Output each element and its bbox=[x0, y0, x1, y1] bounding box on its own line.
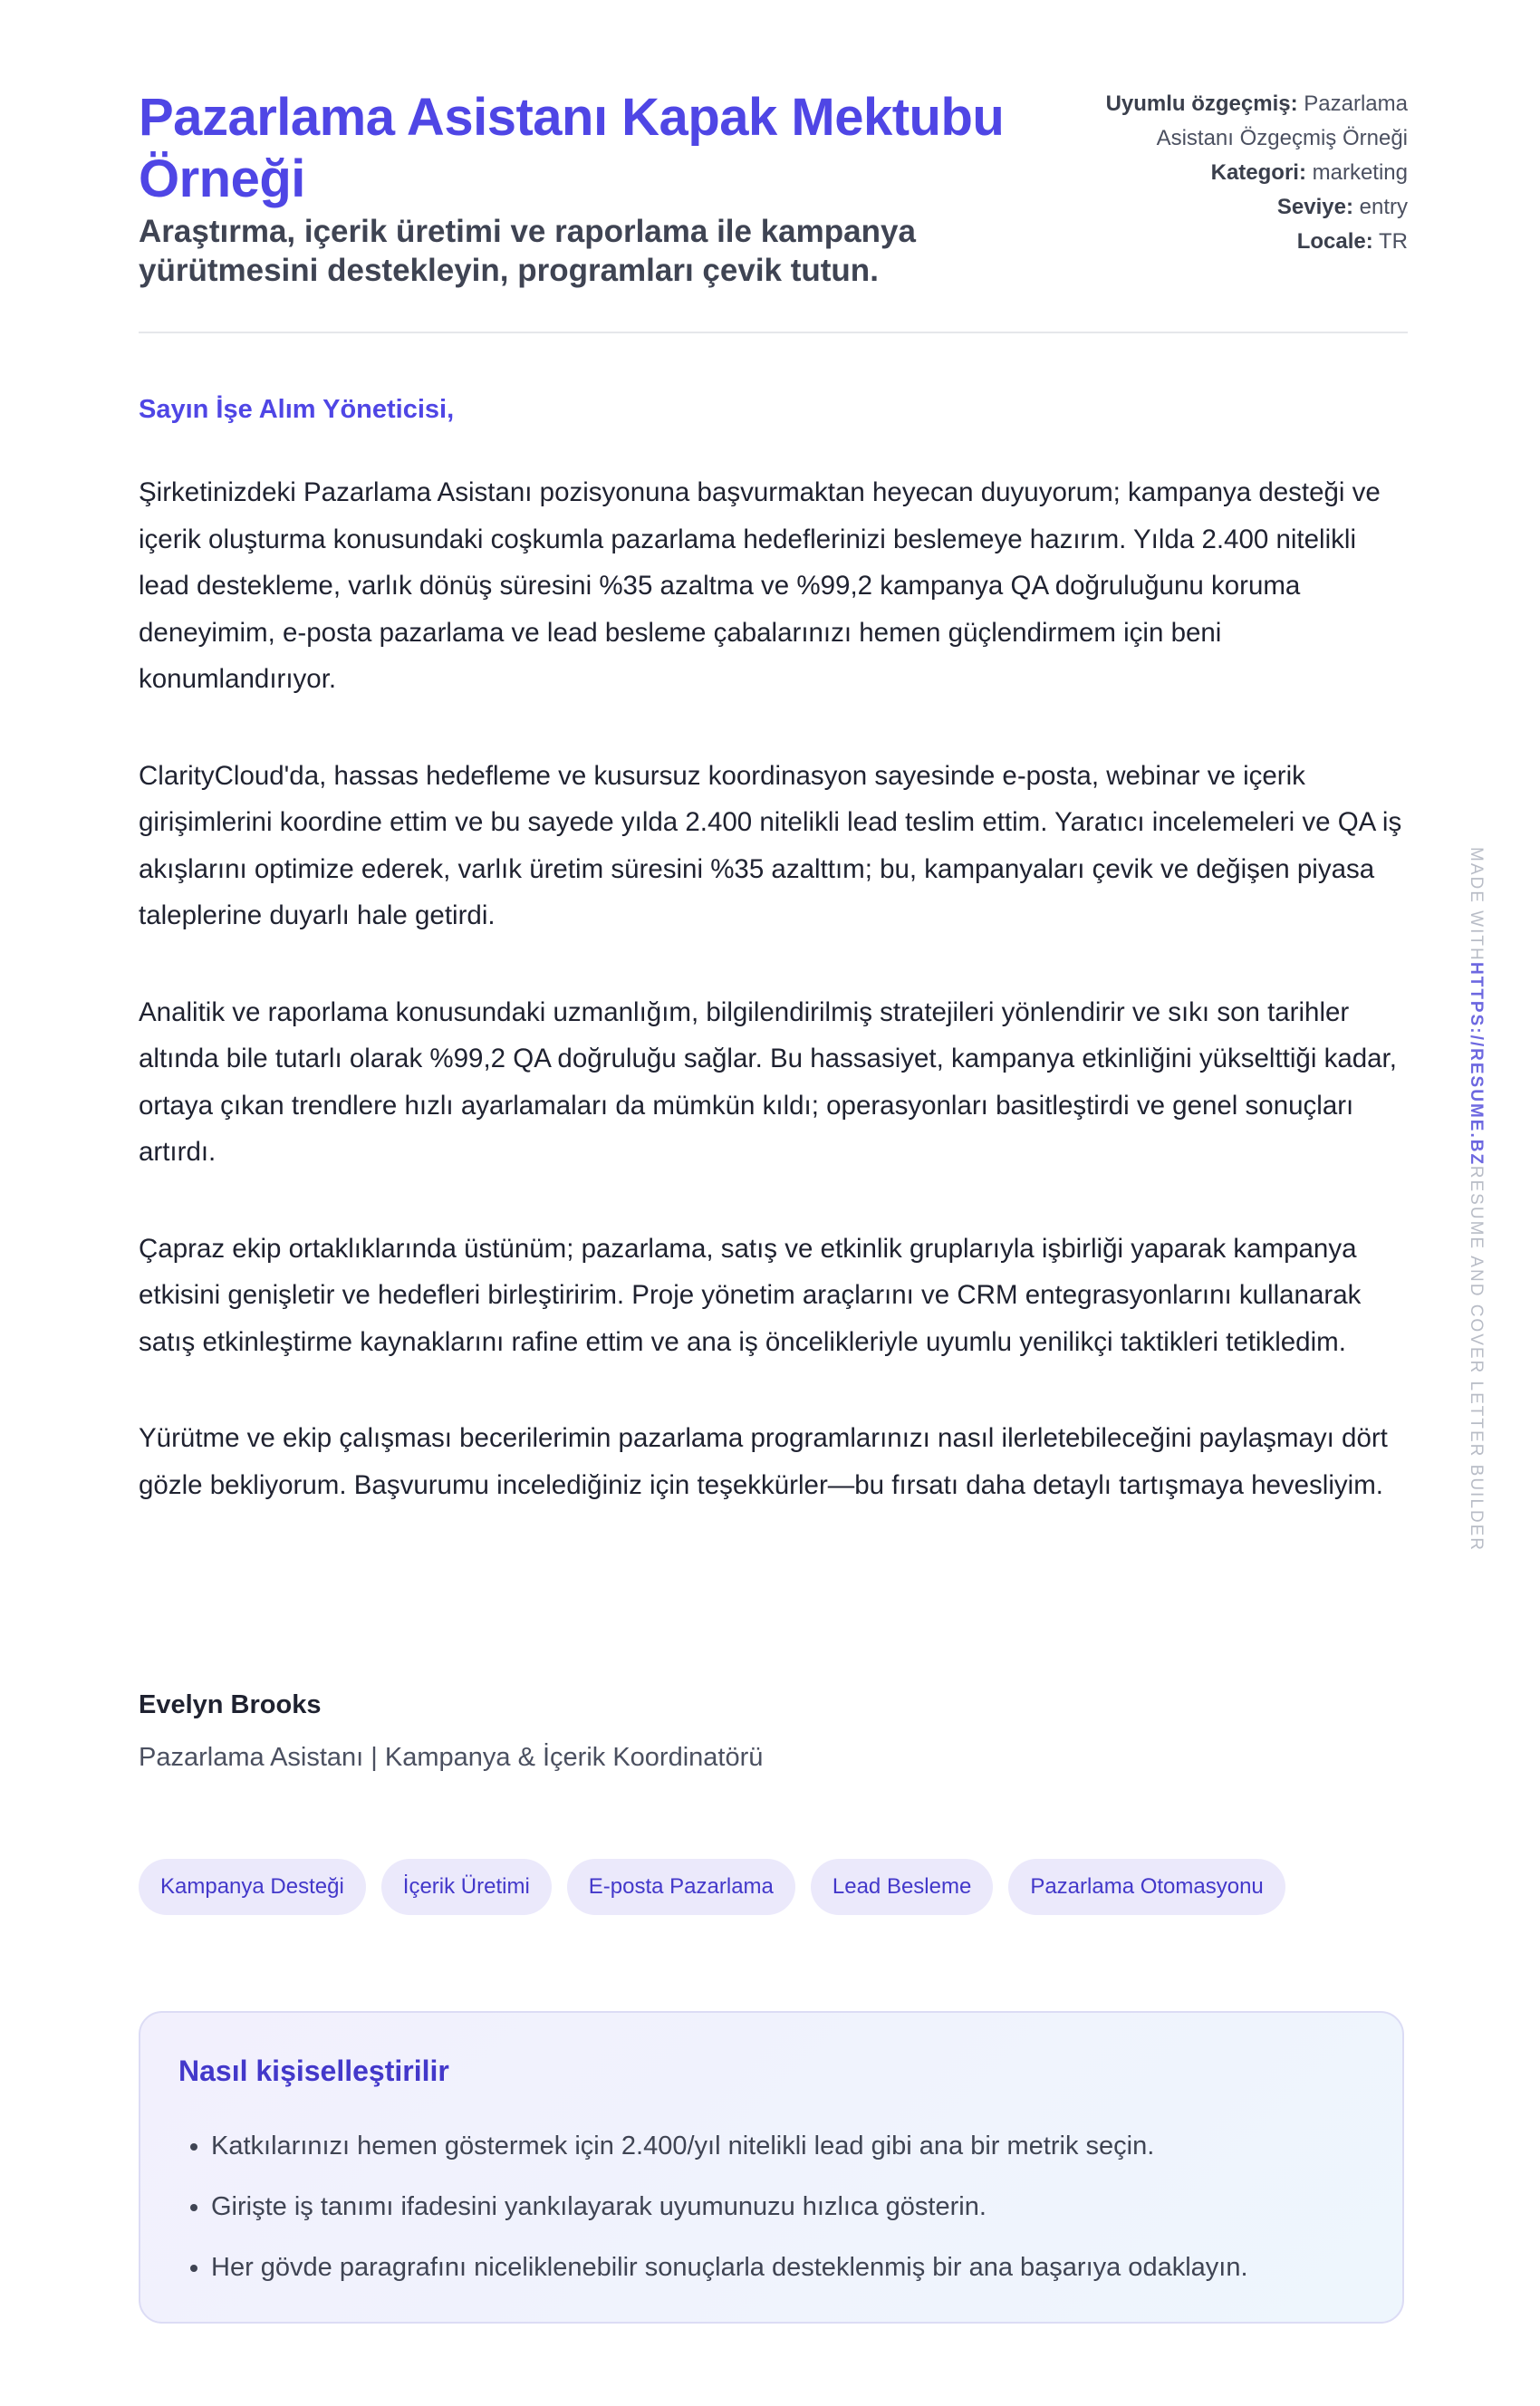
meta-label: Uyumlu özgeçmiş: bbox=[1105, 91, 1298, 116]
letter-paragraph: ClarityCloud'da, hassas hedefleme ve kusursuz koordinasyon sayesinde e-posta, webinar ve içerik girişimlerini koordine ettim ve bu sayede yılda 2.400 nitelikli lead teslim ettim. Yaratıcı incelemeleri ve QA iş akışlarını optimize ederek, varlık üretim süresini %35 azalttım; bu, kampanyaları çevik ve değişen piyasa taleplerine duyarlı hale getirdi. bbox=[139, 760, 1402, 930]
page-subtitle: Araştırma, içerik üretimi ve raporlama ile kampanya yürütmesini destekleyin, programları çevik tutun. bbox=[139, 214, 916, 288]
letter-paragraph: Çapraz ekip ortaklıklarında üstünüm; pazarlama, satış ve etkinlik gruplarıyla işbirliği yaparak kampanya etkisini genişletir ve hedefleri birleştiririm. Proje yönetim araçlarını ve CRM entegrasyonlarını kullanarak satış etkinleştirme kaynaklarını rafine ettim ve ana iş öncelikleriyle uyumlu yenilikçi taktikleri tetikledim. bbox=[139, 1233, 1362, 1357]
tip-item: • Girişte iş tanımı ifadesini yankılayarak uyumunuzu hızlıca gösterin. bbox=[211, 2177, 1248, 2238]
cover-letter-page bbox=[139, 0, 1408, 2282]
skill-tag: E-posta Pazarlama bbox=[567, 1859, 795, 1915]
letter-paragraph: Yürütme ve ekip çalışması becerilerimin pazarlama programlarınızı nasıl ilerletebileceğini paylaşmayı dört gözle bekliyorum. Başvurumu incelediğiniz için teşekkürler—bu fırsatı daha detaylı tartışmaya hevesliyim. bbox=[139, 1423, 1388, 1500]
page-title: Pazarlama Asistanı Kapak Mektubu Örneği bbox=[139, 88, 1005, 208]
letter-paragraph: Analitik ve raporlama konusundaki uzmanlığım, bilgilendirilmiş stratejileri yönlendirir ve sıkı son tarihler altında bile tutarlı olarak %99,2 QA doğruluğu sağlar. Bu hassasiyet, kampanya etkinliğini yükselttiği kadar, ortaya çıkan trendlere hızlı ayarlamaları da mümkün kıldı; operasyonları basitleştirdi ve genel sonuçları artırdı. bbox=[139, 996, 1397, 1167]
tip-item: • Katkılarınızı hemen göstermek için 2.400/yıl nitelikli lead gibi ana bir metrik seçin. bbox=[211, 2116, 1248, 2177]
meta-value: entry bbox=[1359, 195, 1408, 219]
page-header bbox=[139, 0, 1408, 333]
signature-name: Evelyn Brooks bbox=[139, 1690, 322, 1719]
meta-category bbox=[1045, 156, 1408, 190]
skill-tag: Lead Besleme bbox=[811, 1859, 993, 1915]
letter-greeting: Sayın İşe Alım Yöneticisi, bbox=[139, 395, 455, 424]
meta-label: Kategori: bbox=[1210, 160, 1306, 185]
letter-paragraph: Şirketinizdeki Pazarlama Asistanı pozisyonuna başvurmaktan heyecan duyuyorum; kampanya desteği ve içerik oluşturma konusundaki coşkumla pazarlama hedeflerinizi beslemeye hazırım. Yılda 2.400 nitelikli lead destekleme, varlık dönüş süresini %35 azaltma ve %99,2 kampanya QA doğruluğunu koruma deneyimim, e-posta pazarlama ve lead besleme çabalarınızı hemen güçlendirmem için beni konumlandırıyor. bbox=[139, 477, 1381, 694]
watermark-prefix: MADE WITH bbox=[1467, 847, 1486, 962]
tip-item: • Her gövde paragrafını niceliklenebilir sonuçlarla desteklenmiş bir ana başarıya odaklayın. bbox=[211, 2238, 1248, 2298]
tips-list bbox=[178, 2116, 1248, 2298]
meta-value: TR bbox=[1379, 229, 1408, 254]
meta-value: marketing bbox=[1312, 160, 1408, 185]
personalization-tips-box bbox=[139, 2011, 1404, 2324]
skill-tag: Kampanya Desteği bbox=[139, 1859, 366, 1915]
watermark-suffix: RESUME AND COVER LETTER BUILDER bbox=[1467, 1165, 1486, 1553]
skill-tags bbox=[139, 1859, 1285, 1915]
watermark bbox=[1466, 847, 1486, 1552]
watermark-link[interactable]: HTTPS://RESUME.BZ bbox=[1467, 961, 1486, 1166]
meta-label: Seviye: bbox=[1276, 195, 1353, 219]
meta-value[interactable]: Pazarlama Asistanı Özgeçmiş Örneği bbox=[1156, 91, 1408, 150]
signature-role: Pazarlama Asistanı | Kampanya & İçerik Koordinatörü bbox=[139, 1743, 764, 1772]
skill-tag: İçerik Üretimi bbox=[381, 1859, 552, 1915]
meta-label: Locale: bbox=[1296, 229, 1373, 254]
skill-tag: Pazarlama Otomasyonu bbox=[1008, 1859, 1285, 1915]
tips-title: Nasıl kişiselleştirilir bbox=[178, 2055, 449, 2087]
meta-locale bbox=[1045, 225, 1408, 259]
letter-body bbox=[139, 469, 1408, 1558]
meta-info bbox=[1045, 87, 1408, 259]
meta-compatible-resume bbox=[1045, 87, 1408, 156]
meta-level bbox=[1045, 190, 1408, 225]
